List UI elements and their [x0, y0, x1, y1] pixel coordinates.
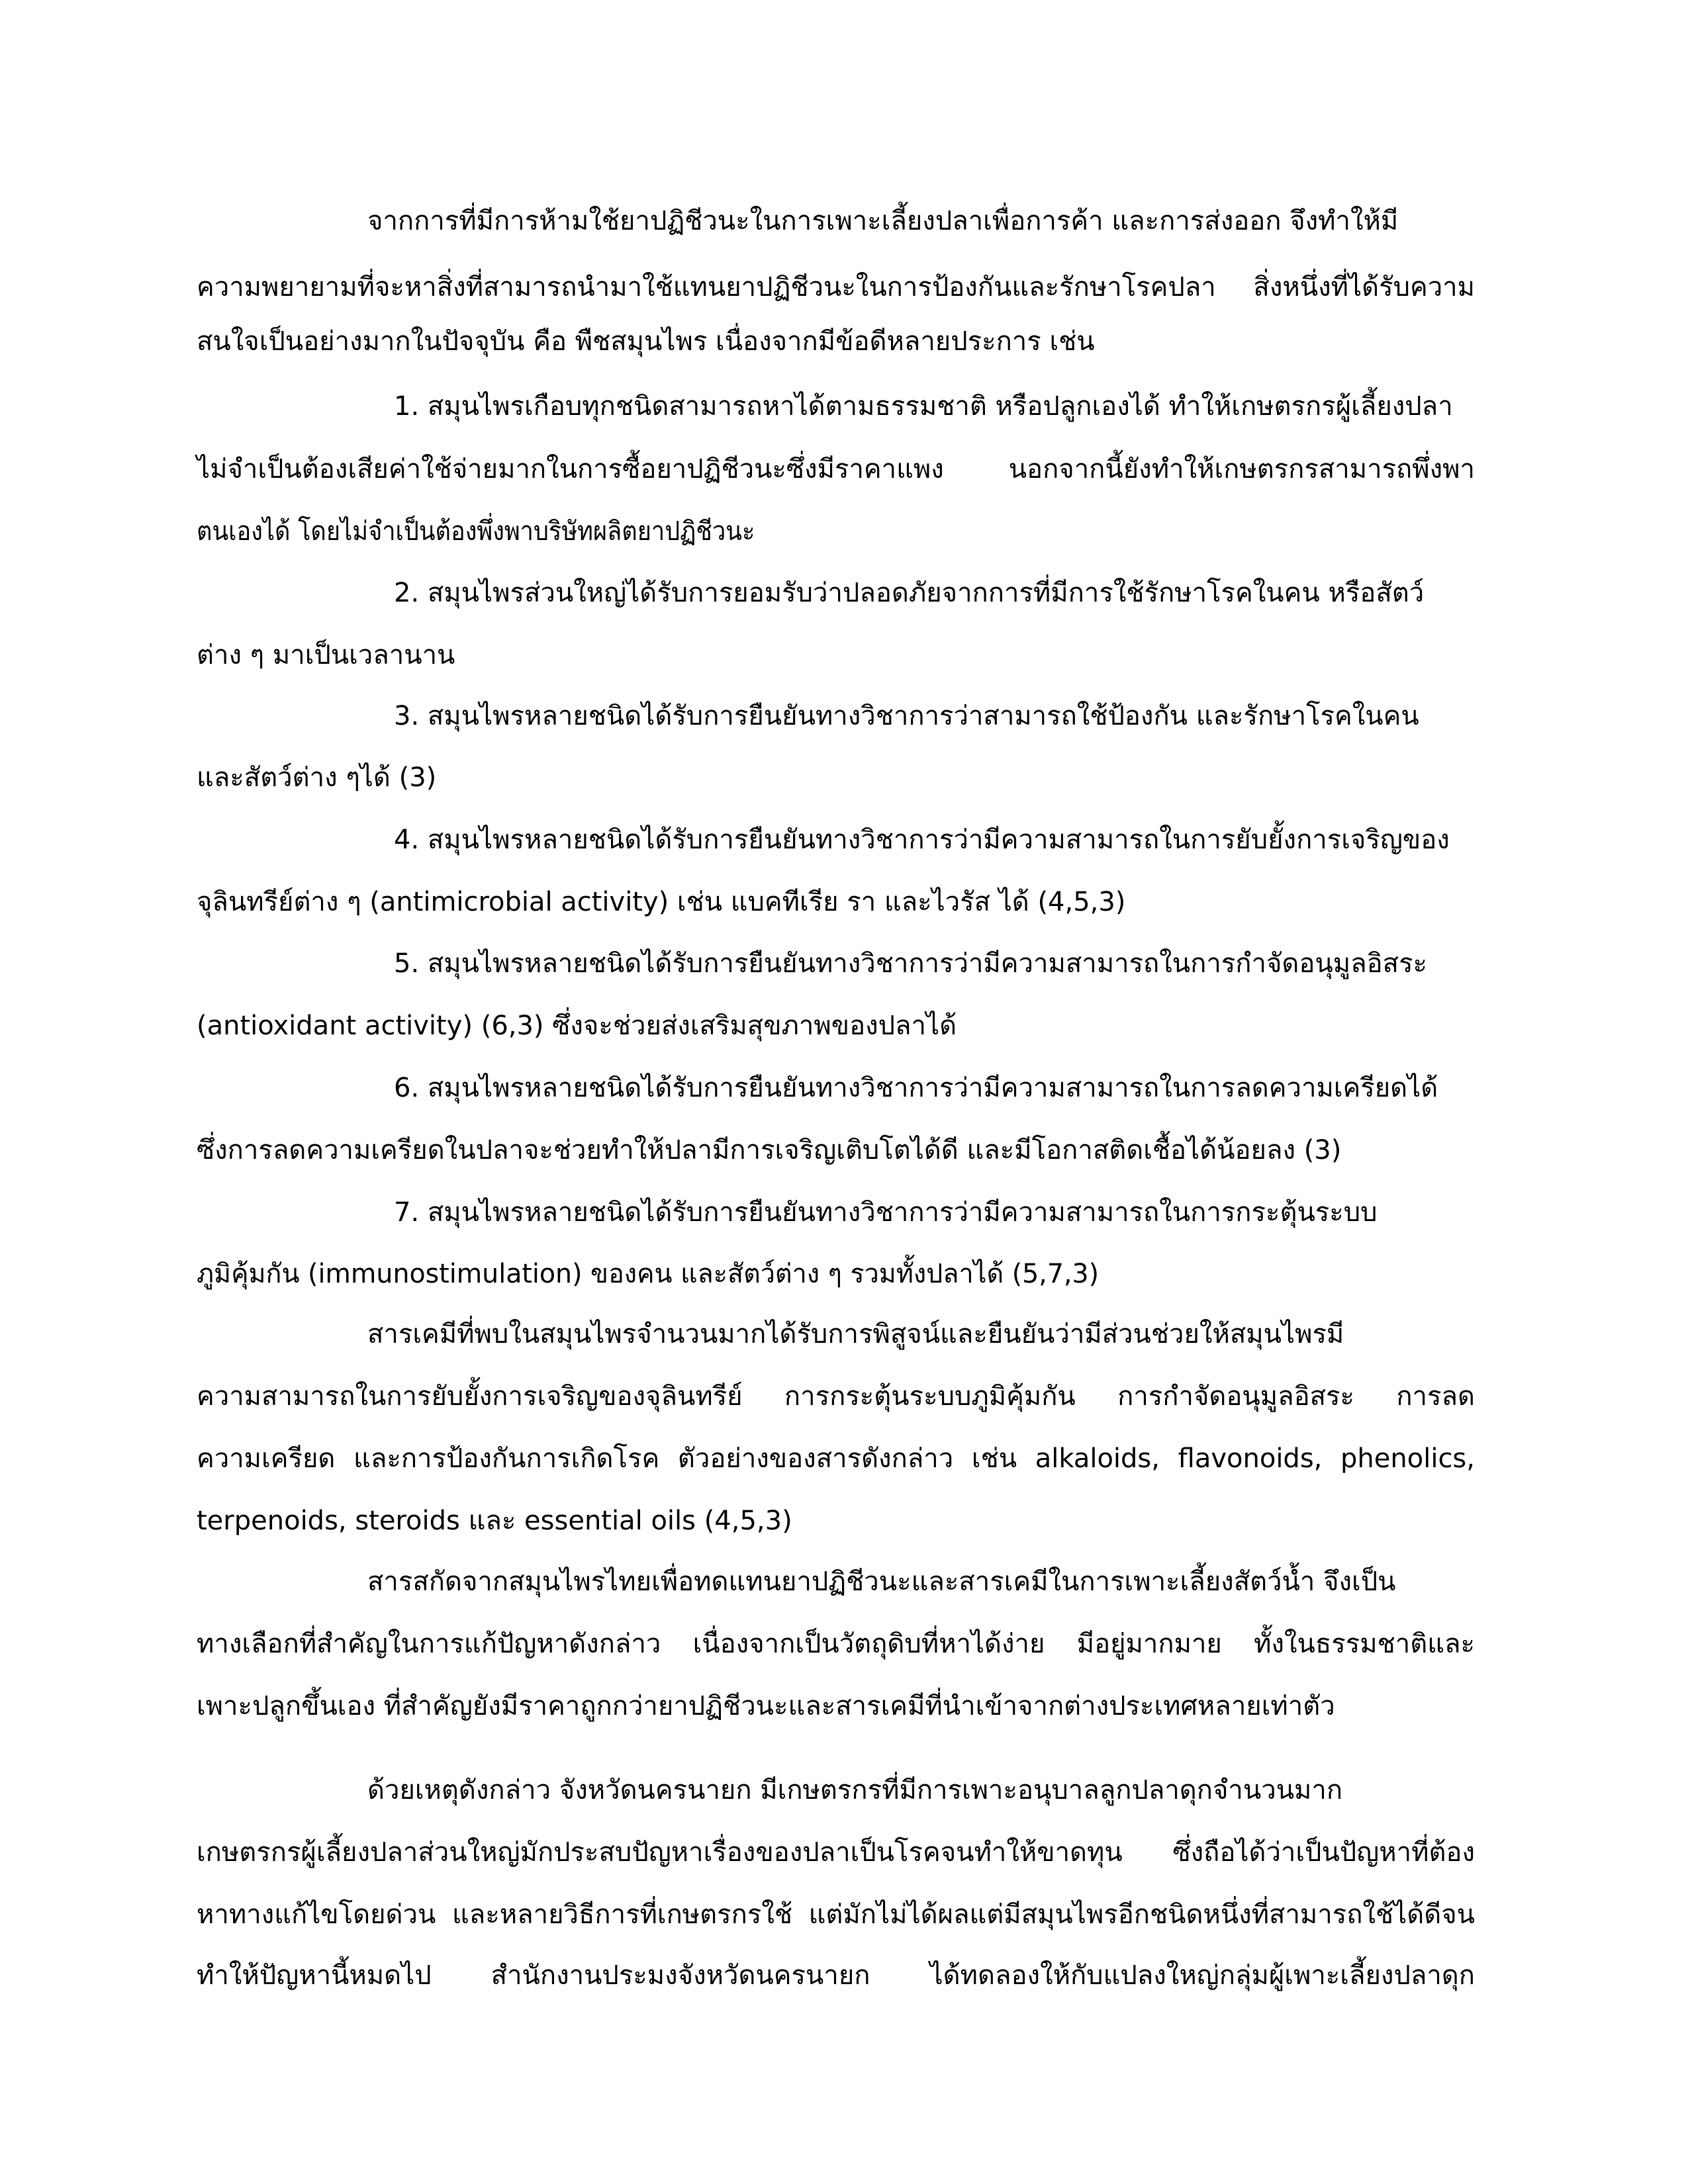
text-line: หาทางแก้ไขโดยด่วน และหลายวิธีการที่เกษตรกรใช้ แต่มักไม่ได้ผลแต่มีสมุนไพรอีกชนิดหนึ่งที่สามารถใช้ได้ดีจน: [197, 1899, 1475, 1930]
text-line: ความเครียด และการป้องกันการเกิดโรค ตัวอย่างของสารดังกล่าว เช่น alkaloids, flavonoids, phenolics,: [197, 1443, 1475, 1474]
text-line: ซึ่งการลดความเครียดในปลาจะช่วยทำให้ปลามีการเจริญเติบโตได้ดี และมีโอกาสติดเชื้อได้น้อยลง (3): [197, 1135, 1342, 1165]
text-line: (antioxidant activity) (6,3) ซึ่งจะช่วยส่งเสริมสุขภาพของปลาได้: [197, 1011, 957, 1041]
text-line: เกษตรกรผู้เลี้ยงปลาส่วนใหญ่มักประสบปัญหาเรื่องของปลาเป็นโรคจนทำให้ขาดทุน ซึ่งถือได้ว่าเป็นปัญหาที่ต้อง: [197, 1837, 1475, 1868]
text-line: terpenoids, steroids และ essential oils (4,5,3): [197, 1506, 792, 1536]
text-line: 6. สมุนไพรหลายชนิดได้รับการยืนยันทางวิชาการว่ามีความสามารถในการลดความเครียดได้: [394, 1073, 1438, 1103]
text-line: 2. สมุนไพรส่วนใหญ่ได้รับการยอมรับว่าปลอดภัยจากการที่มีการใช้รักษาโรคในคน หรือสัตว์: [394, 578, 1425, 608]
text-line: ทางเลือกที่สำคัญในการแก้ปัญหาดังกล่าว เนื่องจากเป็นวัตถุดิบที่หาได้ง่าย มีอยู่มากมาย ทั้งในธรรมชาติและ: [197, 1629, 1475, 1659]
text-line: ต่าง ๆ มาเป็นเวลานาน: [197, 640, 455, 670]
text-line: จากการที่มีการห้ามใช้ยาปฏิชีวนะในการเพาะเลี้ยงปลาเพื่อการค้า และการส่งออก จึงทำให้มี: [367, 206, 1399, 236]
text-line: เพาะปลูกขึ้นเอง ที่สำคัญยังมีราคาถูกกว่ายาปฏิชีวนะและสารเคมีที่นำเข้าจากต่างประเทศหลายเท่าตัว: [197, 1691, 1335, 1721]
text-line: สนใจเป็นอย่างมากในปัจจุบัน คือ พืชสมุนไพร เนื่องจากมีข้อดีหลายประการ เช่น: [197, 326, 1095, 357]
text-line: จุลินทรีย์ต่าง ๆ (antimicrobial activity) เช่น แบคทีเรีย รา และไวรัส ได้ (4,5,3): [197, 887, 1126, 917]
text-line: 1. สมุนไพรเกือบทุกชนิดสามารถหาได้ตามธรรมชาติ หรือปลูกเองได้ ทำให้เกษตรกรผู้เลี้ยงปลา: [394, 391, 1453, 422]
text-line: 4. สมุนไพรหลายชนิดได้รับการยืนยันทางวิชาการว่ามีความสามารถในการยับยั้งการเจริญของ: [394, 825, 1450, 855]
text-line: ภูมิคุ้มกัน (immunostimulation) ของคน และสัตว์ต่าง ๆ รวมทั้งปลาได้ (5,7,3): [197, 1259, 1100, 1289]
text-line: ความพยายามที่จะหาสิ่งที่สามารถนำมาใช้แทนยาปฏิชีวนะในการป้องกันและรักษาโรคปลา สิ่งหนึ่งที่ได้รับความ: [197, 272, 1475, 302]
text-line: ตนเองได้ โดยไม่จำเป็นต้องพึ่งพาบริษัทผลิตยาปฏิชีวนะ: [197, 516, 755, 547]
text-line: 5. สมุนไพรหลายชนิดได้รับการยืนยันทางวิชาการว่ามีความสามารถในการกำจัดอนุมูลอิสระ: [394, 948, 1428, 979]
text-line: ทำให้ปัญหานี้หมดไป สำนักงานประมงจังหวัดนครนายก ได้ทดลองให้กับแปลงใหญ่กลุ่มผู้เพาะเลี้ยงปลาดุก: [197, 1960, 1475, 1991]
text-line: 7. สมุนไพรหลายชนิดได้รับการยืนยันทางวิชาการว่ามีความสามารถในการกระตุ้นระบบ: [394, 1197, 1378, 1228]
text-line: สารเคมีที่พบในสมุนไพรจำนวนมากได้รับการพิสูจน์และยืนยันว่ามีส่วนช่วยให้สมุนไพรมี: [367, 1319, 1344, 1349]
text-line: ด้วยเหตุดังกล่าว จังหวัดนครนายก มีเกษตรกรที่มีการเพาะอนุบาลลูกปลาดุกจำนวนมาก: [367, 1775, 1343, 1805]
text-line: 3. สมุนไพรหลายชนิดได้รับการยืนยันทางวิชาการว่าสามารถใช้ป้องกัน และรักษาโรคในคน: [394, 701, 1419, 731]
text-line: และสัตว์ต่าง ๆได้ (3): [197, 762, 437, 793]
text-line: ไม่จำเป็นต้องเสียค่าใช้จ่ายมากในการซื้อยาปฏิชีวนะซึ่งมีราคาแพง นอกจากนี้ยังทำให้เกษตรกรสามารถพึ่งพา: [197, 454, 1475, 484]
text-line: ความสามารถในการยับยั้งการเจริญของจุลินทรีย์ การกระตุ้นระบบภูมิคุ้มกัน การกำจัดอนุมูลอิสระ การลด: [197, 1381, 1475, 1412]
text-line: สารสกัดจากสมุนไพรไทยเพื่อทดแทนยาปฏิชีวนะและสารเคมีในการเพาะเลี้ยงสัตว์น้ำ จึงเป็น: [367, 1567, 1396, 1597]
